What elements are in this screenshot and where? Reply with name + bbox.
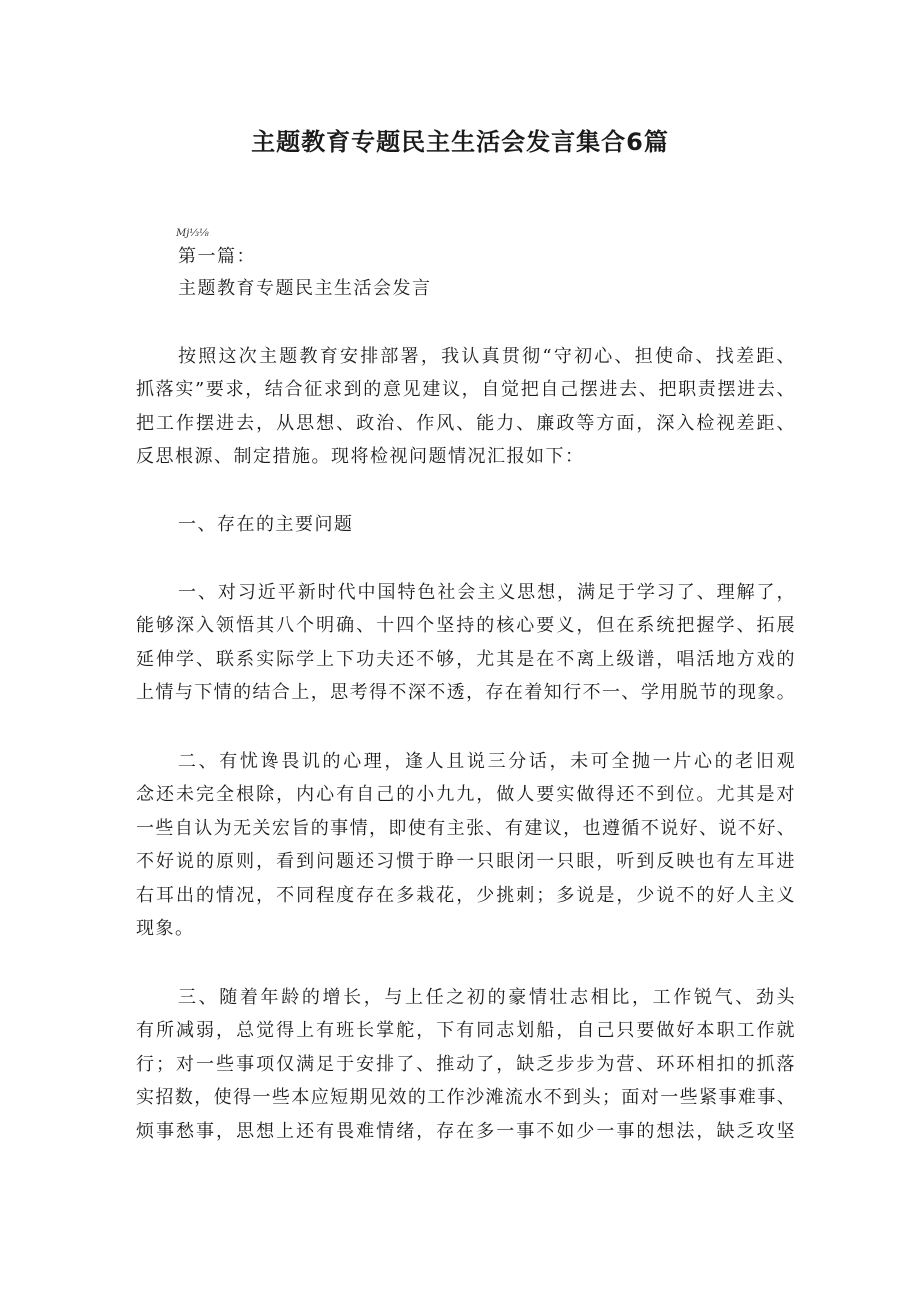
paragraph-line: 念还未完全根除，内心有自己的小九九，做人要实做得还不到位。尤其是对: [136, 784, 796, 805]
paragraph-line: 现象。: [136, 918, 195, 939]
section-heading: 一、存在的主要问题: [178, 514, 354, 535]
paragraph-line: 实招数，使得一些本应短期见效的工作沙滩流水不到头；面对一些紧事难事、: [136, 1087, 796, 1108]
handwritten-mark: Mj⅓⅛: [176, 228, 209, 239]
paragraph-line: 反思根源、制定措施。现将检视问题情况汇报如下：: [136, 446, 585, 467]
paragraph-line: 按照这次主题教育安排部署，我认真贯彻“守初心、担使命、找差距、: [178, 346, 796, 367]
paragraph-line: 一、对习近平新时代中国特色社会主义思想，满足于学习了、理解了，: [178, 582, 796, 603]
section-label: 第一篇：: [178, 246, 256, 267]
paragraph-line: 二、有忧谗畏讥的心理，逢人且说三分话，未可全抛一片心的老旧观: [178, 751, 796, 772]
paragraph-line: 三、随着年龄的增长，与上任之初的豪情壮志相比，工作锐气、劲头: [178, 987, 796, 1008]
paragraph-line: 烦事愁事，思想上还有畏难情绪，存在多一事不如少一事的想法，缺乏攻坚: [136, 1121, 796, 1142]
paragraph-line: 把工作摆进去，从思想、政治、作风、能力、廉政等方面，深入检视差距、: [136, 413, 796, 434]
paragraph-line: 一些自认为无关宏旨的事情，即使有主张、有建议，也遵循不说好、说不好、: [136, 818, 796, 839]
paragraph-line: 上情与下情的结合上，思考得不深不透，存在着知行不一、学用脱节的现象。: [136, 682, 796, 703]
paragraph-line: 行；对一些事项仅满足于安排了、推动了，缺乏步步为营、环环相扣的抓落: [136, 1054, 796, 1075]
paragraph-line: 能够深入领悟其八个明确、十四个坚持的核心要义，但在系统把握学、拓展: [136, 615, 796, 636]
document-title: 主题教育专题民主生活会发言集合6篇: [251, 128, 669, 156]
paragraph-line: 抓落实”要求，结合征求到的意见建议，自觉把自己摆进去、把职责摆进去、: [136, 379, 796, 400]
paragraph-line: 有所减弱，总觉得上有班长掌舵，下有同志划船，自己只要做好本职工作就: [136, 1020, 796, 1041]
paragraph-line: 延伸学、联系实际学上下功夫还不够，尤其是在不离上级谱，唱活地方戏的: [136, 649, 796, 670]
paragraph-line: 不好说的原则，看到问题还习惯于睁一只眼闭一只眼，听到反映也有左耳进: [136, 851, 796, 872]
section-title: 主题教育专题民主生活会发言: [178, 278, 432, 299]
paragraph-line: 右耳出的情况，不同程度存在多栽花，少挑刺；多说是，少说不的好人主义: [136, 885, 796, 906]
